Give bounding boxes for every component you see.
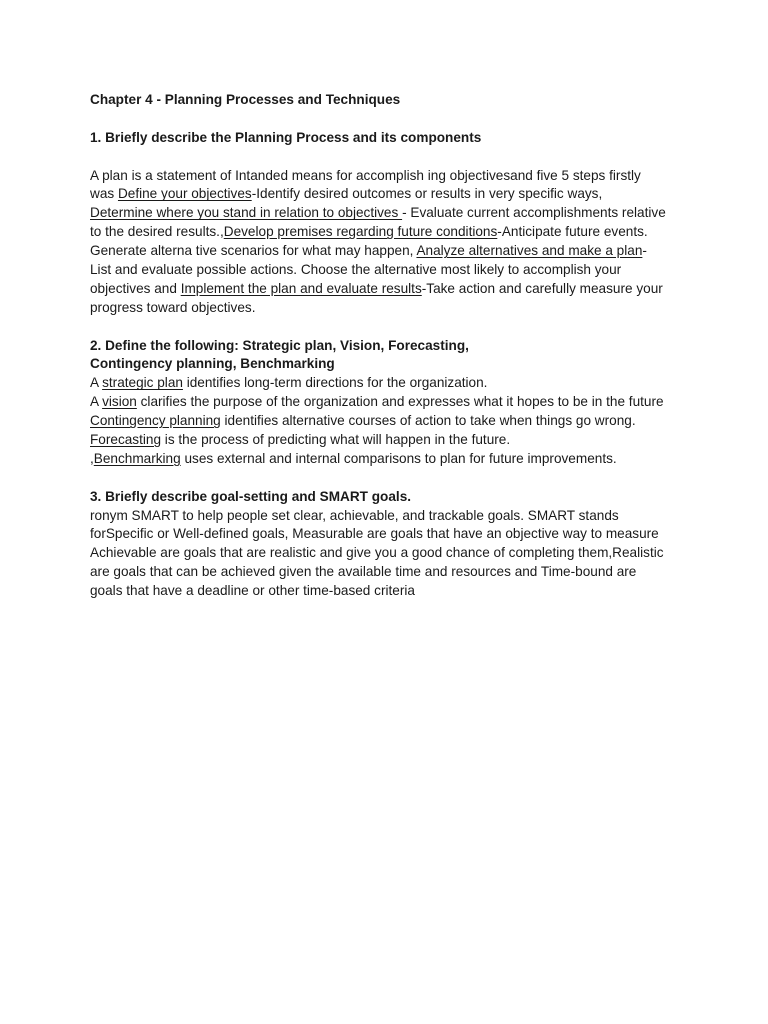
text: Generate alterna tive scenarios for what may happen, bbox=[90, 243, 417, 259]
q1-line-5 bbox=[90, 242, 690, 261]
text: was bbox=[90, 186, 118, 202]
q3-line-1 bbox=[90, 507, 690, 526]
q3-line-3 bbox=[90, 544, 690, 563]
underlined-term: Analyze alternatives and make a plan bbox=[416, 243, 643, 259]
text: are goals that can be achieved given the available time and resources and Time-bound are bbox=[90, 564, 637, 580]
text: clarifies the purpose of the organization and expresses what it hopes to be in the future bbox=[136, 394, 664, 410]
text: - bbox=[642, 243, 647, 259]
text: goals that have a deadline or other time-based criteria bbox=[90, 583, 415, 599]
q3-heading: 3. Briefly describe goal-setting and SMART goals. bbox=[90, 488, 412, 504]
underlined-term: Contingency planning bbox=[90, 413, 221, 429]
spacer bbox=[90, 469, 690, 488]
text: Achievable are goals that are realistic and give you a good chance of completing them,Realistic bbox=[90, 545, 664, 561]
q2-heading-line-1: 2. Define the following: Strategic plan, Vision, Forecasting, bbox=[90, 337, 469, 353]
text: A bbox=[90, 375, 103, 391]
q3-line-2 bbox=[90, 525, 690, 544]
q1-line-6 bbox=[90, 261, 690, 280]
underlined-term: strategic plan bbox=[102, 375, 183, 391]
spacer bbox=[90, 148, 690, 167]
text: uses external and internal comparisons to plan for future improvements. bbox=[180, 450, 617, 466]
text: -Identify desired outcomes or results in very specific ways, bbox=[251, 186, 603, 202]
q3-line-4 bbox=[90, 563, 690, 582]
underlined-term: Benchmarking bbox=[93, 450, 181, 466]
underlined-term: Define your objectives bbox=[117, 186, 252, 202]
text: -Anticipate future events. bbox=[497, 224, 648, 240]
q2-line-3 bbox=[90, 412, 690, 431]
text: , bbox=[90, 450, 94, 466]
q1-line-2 bbox=[90, 185, 690, 204]
text: A bbox=[90, 394, 103, 410]
q2-heading-line-2: Contingency planning, Benchmarking bbox=[90, 356, 335, 372]
document-page bbox=[90, 91, 690, 601]
text: List and evaluate possible actions. Choose the alternative most likely to accomplish your bbox=[90, 262, 622, 278]
spacer bbox=[90, 318, 690, 337]
text: identifies long-term directions for the organization. bbox=[182, 375, 488, 391]
text: A plan is a statement of Intanded means for accomplish ing objectivesand five 5 steps firstly bbox=[90, 167, 641, 183]
text: is the process of predicting what will happen in the future. bbox=[161, 432, 511, 448]
q3-line-5 bbox=[90, 582, 690, 601]
underlined-term: vision bbox=[102, 394, 137, 410]
underlined-term: Implement the plan and evaluate results bbox=[180, 280, 422, 296]
text: identifies alternative courses of action to take when things go wrong. bbox=[220, 413, 636, 429]
q1-line-3 bbox=[90, 204, 690, 223]
underlined-term: Develop premises regarding future conditions bbox=[223, 224, 498, 240]
underlined-term: Determine where you stand in relation to objectives bbox=[90, 205, 403, 221]
underlined-term: Forecasting bbox=[90, 432, 162, 448]
q1-line-7 bbox=[90, 280, 690, 299]
text: objectives and bbox=[90, 280, 181, 296]
q1-line-8 bbox=[90, 299, 690, 318]
q2-line-2 bbox=[90, 393, 690, 412]
text: to the desired results., bbox=[90, 224, 224, 240]
chapter-title: Chapter 4 - Planning Processes and Techniques bbox=[90, 92, 401, 107]
q1-heading: 1. Briefly describe the Planning Process and its components bbox=[90, 129, 482, 145]
q2-line-4 bbox=[90, 431, 690, 450]
spacer bbox=[90, 110, 690, 129]
text: - Evaluate current accomplishments relative bbox=[402, 205, 666, 221]
q2-line-5 bbox=[90, 450, 690, 469]
text: forSpecific or Well-defined goals, Measurable are goals that have an objective way to measure bbox=[90, 526, 659, 542]
text: ronym SMART to help people set clear, achievable, and trackable goals. SMART stands bbox=[90, 507, 619, 523]
text: progress toward objectives. bbox=[90, 299, 256, 315]
q1-line-4 bbox=[90, 223, 690, 242]
q2-line-1 bbox=[90, 374, 690, 393]
text: -Take action and carefully measure your bbox=[421, 280, 663, 296]
q1-line-1 bbox=[90, 167, 690, 186]
